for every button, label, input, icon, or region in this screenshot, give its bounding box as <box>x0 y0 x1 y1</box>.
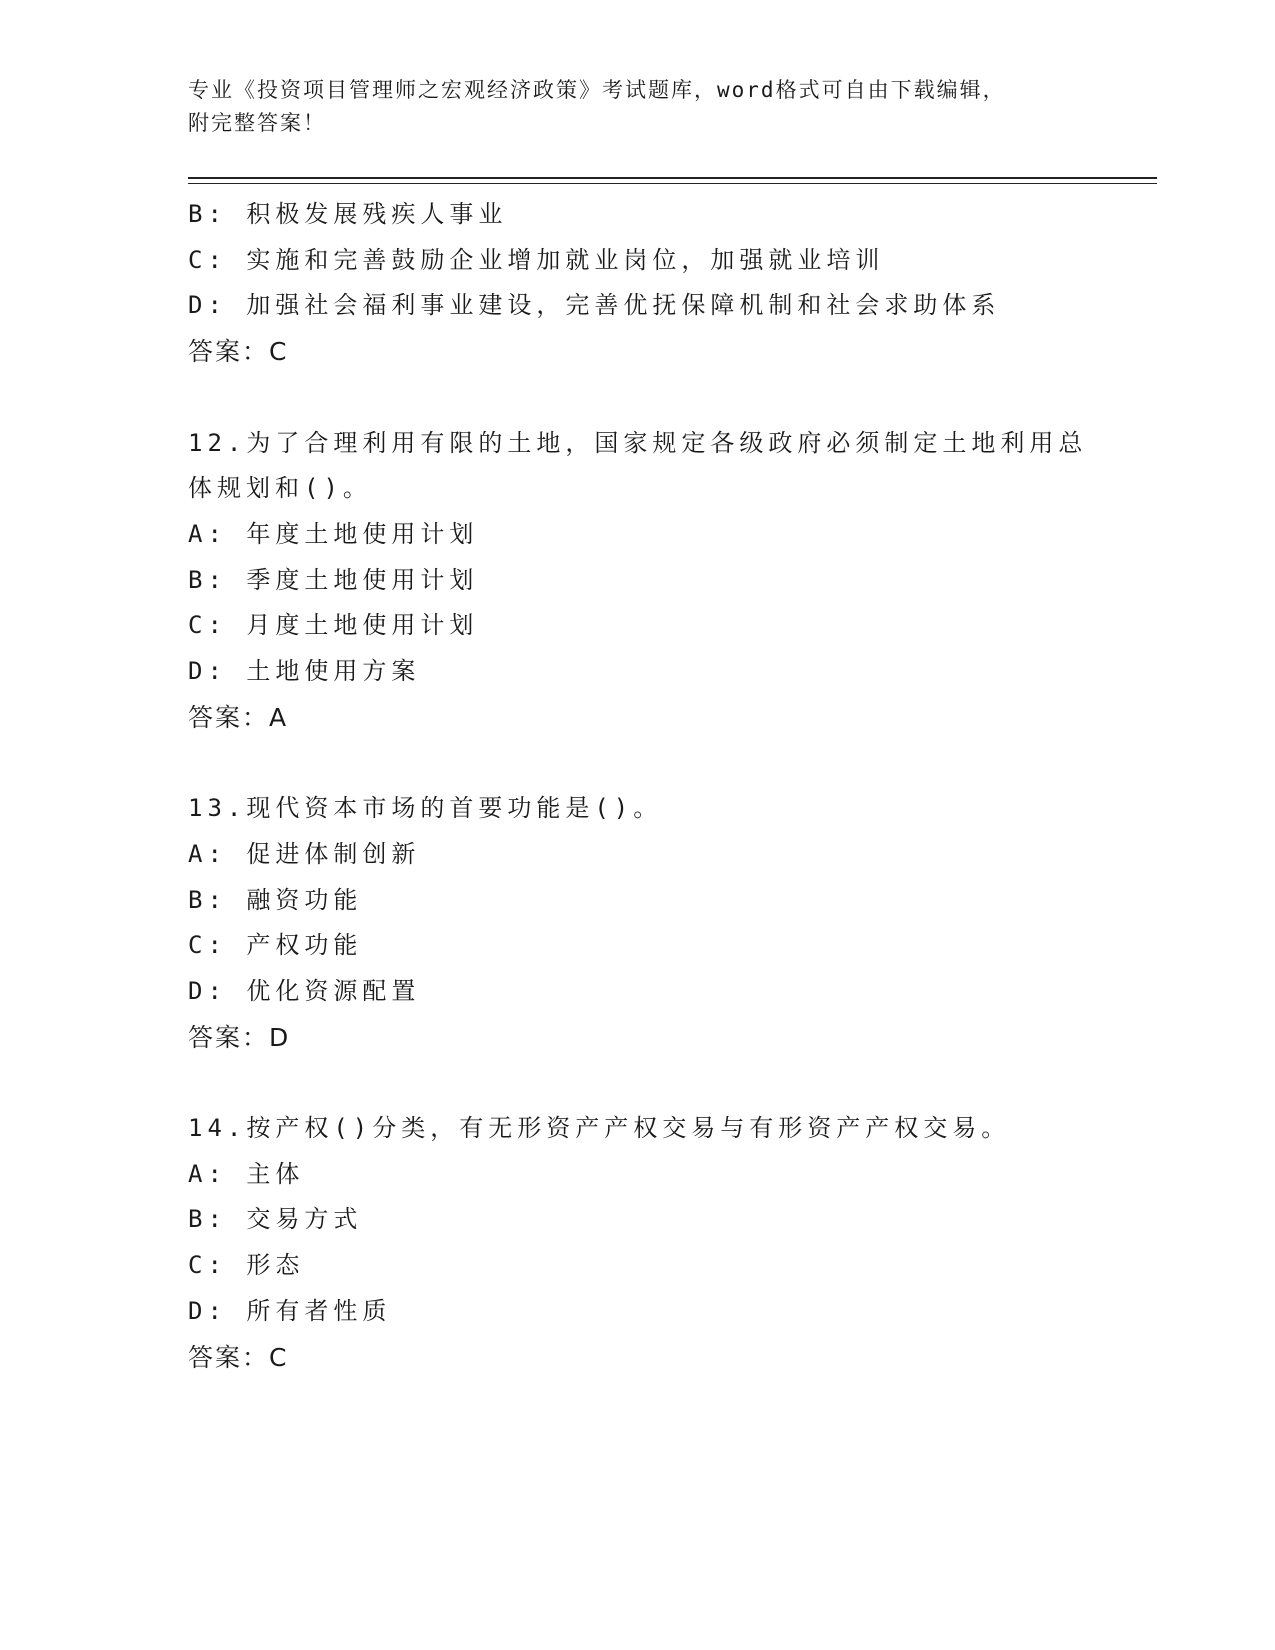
question-text-line-1: 12.为了合理利用有限的土地，国家规定各级政府必须制定土地利用总 <box>188 428 1088 457</box>
option-b: B: 积极发展残疾人事业 <box>188 200 508 228</box>
answer-line: 答案：C <box>188 337 289 367</box>
spacer <box>188 375 1148 421</box>
page-header <box>188 74 1068 140</box>
option-a: A: 年度土地使用计划 <box>188 519 479 548</box>
option-c: C: 产权功能 <box>188 931 363 960</box>
answer-line: 答案：C <box>188 1342 289 1372</box>
question-block-carryover <box>188 192 1148 375</box>
header-rule-thin <box>188 183 1157 184</box>
option-a: A: 主体 <box>188 1159 305 1188</box>
question-block-14 <box>188 1106 1148 1380</box>
answer-line: 答案：A <box>188 702 289 732</box>
option-a: A: 促进体制创新 <box>188 839 421 868</box>
spacer <box>188 1060 1148 1106</box>
question-text-line-1: 13.现代资本市场的首要功能是()。 <box>188 794 663 823</box>
option-d: D: 优化资源配置 <box>188 976 421 1005</box>
option-b: B: 季度土地使用计划 <box>188 565 479 594</box>
option-c: C: 形态 <box>188 1251 305 1280</box>
header-line-2: 附完整答案！ <box>188 111 326 135</box>
header-line-1: 专业《投资项目管理师之宏观经济政策》考试题库，word格式可自由下载编辑， <box>188 78 1006 102</box>
option-c: C: 月度土地使用计划 <box>188 611 479 640</box>
option-c: C: 实施和完善鼓励企业增加就业岗位，加强就业培训 <box>188 245 885 274</box>
question-block-12 <box>188 421 1148 741</box>
header-rule-thick <box>188 177 1157 179</box>
spacer <box>188 740 1148 786</box>
option-d: D: 土地使用方案 <box>188 657 421 686</box>
answer-line: 答案：D <box>188 1022 291 1052</box>
option-b: B: 融资功能 <box>188 885 363 914</box>
question-text-line-1: 14.按产权()分类，有无形资产产权交易与有形资产产权交易。 <box>188 1114 1011 1143</box>
question-text-line-2: 体规划和()。 <box>188 474 372 503</box>
option-b: B: 交易方式 <box>188 1205 363 1234</box>
question-block-13 <box>188 786 1148 1060</box>
option-d: D: 所有者性质 <box>188 1296 392 1325</box>
option-d: D: 加强社会福利事业建设，完善优抚保障机制和社会求助体系 <box>188 291 1001 320</box>
question-list <box>188 192 1148 1380</box>
